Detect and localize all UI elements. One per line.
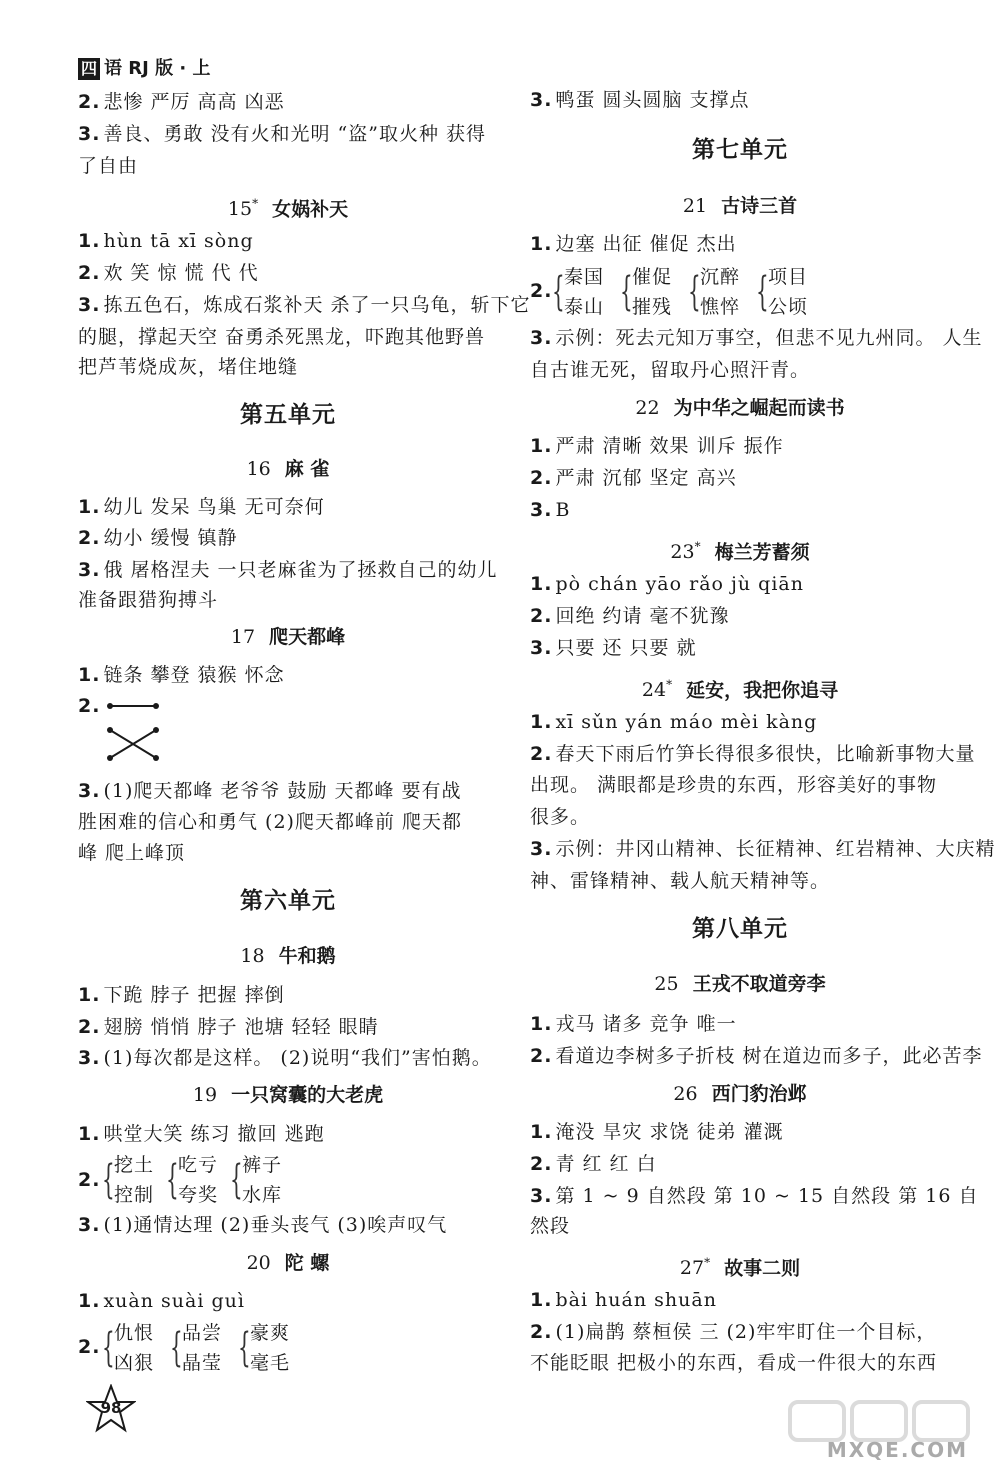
word-pair-group: { 秦国 泰山 xyxy=(552,266,605,318)
answer-line: 2. xyxy=(78,1336,101,1358)
answer-line: 2. 春天下雨后竹笋长得很多很快，比喻新事物大量 xyxy=(530,743,976,765)
answer-line: 出现。 满眼都是珍贵的东西，形容美好的事物 xyxy=(530,774,938,796)
answer-line: 然段 xyxy=(530,1215,571,1237)
answer-line: 了自由 xyxy=(78,155,139,177)
unit-heading: 第五单元 xyxy=(240,402,336,428)
answer-line: 胜困难的信心和勇气 (2)爬天都峰前 爬天都 xyxy=(78,811,462,833)
word-pair-group: { 挖土 控制 xyxy=(102,1154,155,1206)
lesson-heading: 26 西门豹治邺 xyxy=(673,1083,807,1105)
word-pair-group: { 裤子 水库 xyxy=(230,1154,283,1206)
answer-line: 1. 哄堂大笑 练习 撤回 逃跑 xyxy=(78,1123,325,1145)
answer-line: 1. 淹没 旱灾 求饶 徒弟 灌溉 xyxy=(530,1121,784,1143)
watermark-text: MXQE.COM xyxy=(826,1438,968,1462)
answer-line: 峰 爬上峰顶 xyxy=(78,842,186,864)
lesson-heading: 18 牛和鹅 xyxy=(240,945,336,967)
subject-badge: 四 xyxy=(78,58,100,80)
answer-line: 3. 示例：死去元知万事空，但悲不见九州同。 人生 xyxy=(530,327,983,349)
answer-line: 2. 青 红 红 白 xyxy=(530,1153,657,1175)
answer-line: 1. bài huán shuān xyxy=(530,1289,717,1311)
page-number-badge xyxy=(86,1384,136,1434)
answer-line: 把芦苇烧成灰，堵住地缝 xyxy=(78,356,299,378)
answer-line: 2. xyxy=(530,280,553,302)
answer-line: 很多。 xyxy=(530,806,591,828)
word-pair-group: { 豪爽 毫毛 xyxy=(238,1322,291,1374)
answer-line: 准备跟猎狗搏斗 xyxy=(78,589,219,611)
word-pair-group: { 吃亏 夸奖 xyxy=(166,1154,219,1206)
answer-line: 1. 幼儿 发呆 鸟巢 无可奈何 xyxy=(78,496,325,518)
word-pair-group: { 项目 公顷 xyxy=(756,266,809,318)
answer-line: 3. B xyxy=(530,499,571,521)
answer-line: 2. 严肃 沉郁 坚定 高兴 xyxy=(530,467,737,489)
lesson-heading: 21 古诗三首 xyxy=(682,195,798,217)
matching-lines-diagram xyxy=(104,696,164,766)
answer-line: 3. 只要 还 只要 就 xyxy=(530,637,697,659)
answer-line: 3. 拣五色石，炼成石浆补天 杀了一只乌龟，斩下它 xyxy=(78,294,531,316)
header-title: 语 RJ 版 · 上 xyxy=(104,58,211,79)
answer-line: 1. 下跪 脖子 把握 摔倒 xyxy=(78,984,285,1006)
lesson-heading: 15* 女娲补天 xyxy=(227,197,349,221)
answer-line: 1. 戎马 诸多 竞争 唯一 xyxy=(530,1013,737,1035)
lesson-heading: 27* 故事二则 xyxy=(679,1256,801,1280)
lesson-heading: 23* 梅兰芳蓄须 xyxy=(670,540,810,564)
answer-line: 3. 第 1 ~ 9 自然段 第 10 ~ 15 自然段 第 16 自 xyxy=(530,1185,979,1207)
word-pair-group: { 品尝 晶莹 xyxy=(170,1322,223,1374)
answer-line: 2. 翅膀 悄悄 脖子 池塘 轻轻 眼睛 xyxy=(78,1016,379,1038)
word-pair-group: { 仇恨 凶狠 xyxy=(102,1322,155,1374)
answer-line: 1. 边塞 出征 催促 杰出 xyxy=(530,233,737,255)
answer-line: 2. xyxy=(78,1169,101,1191)
answer-line: 的腿，撑起天空 奋勇杀死黑龙，吓跑其他野兽 xyxy=(78,326,486,348)
answer-line: 2. 回绝 约请 毫不犹豫 xyxy=(530,605,730,627)
word-pair-group: { 沉醉 憔悴 xyxy=(688,266,741,318)
lesson-heading: 17 爬天都峰 xyxy=(230,626,346,648)
answer-line: 3. 善良、勇敢 没有火和光明 “盗”取火种 获得 xyxy=(78,123,486,145)
answer-line: 1. pò chán yāo rǎo jù qiān xyxy=(530,573,804,595)
unit-heading: 第七单元 xyxy=(692,137,788,163)
answer-line: 3. 鸭蛋 圆头圆脑 支撑点 xyxy=(530,89,750,111)
answer-line: 1. 严肃 清晰 效果 训斥 振作 xyxy=(530,435,784,457)
lesson-heading: 22 为中华之崛起而读书 xyxy=(635,397,845,419)
answer-line: 3. 俄 屠格涅夫 一只老麻雀为了拯救自己的幼儿 xyxy=(78,559,498,581)
answer-line: 3. (1)通情达理 (2)垂头丧气 (3)唉声叹气 xyxy=(78,1214,448,1236)
answer-line: 2. 悲惨 严厉 高高 凶恶 xyxy=(78,91,285,113)
answer-line: 2. xyxy=(78,695,101,717)
lesson-heading: 16 麻 雀 xyxy=(246,458,330,480)
page-number: 98 xyxy=(100,1399,122,1417)
unit-heading: 第八单元 xyxy=(692,916,788,942)
answer-line: 2. 欢 笑 惊 慌 代 代 xyxy=(78,262,259,284)
answer-line: 2. 幼小 缓慢 镇静 xyxy=(78,527,238,549)
lesson-heading: 25 王戎不取道旁李 xyxy=(654,973,826,995)
word-pair-group: { 催促 摧残 xyxy=(620,266,673,318)
unit-heading: 第六单元 xyxy=(240,888,336,914)
answer-line: 1. xuàn suài guì xyxy=(78,1290,245,1312)
answer-line: 1. xī sǔn yán máo mèi kàng xyxy=(530,711,818,733)
answer-line: 2. 看道边李树多子折枝 树在道边而多子，此必苦李 xyxy=(530,1045,983,1067)
lesson-heading: 19 一只窝囊的大老虎 xyxy=(192,1084,384,1106)
answer-line: 3. (1)每次都是这样。 (2)说明“我们”害怕鹅。 xyxy=(78,1047,492,1069)
answer-line: 3. 示例：井冈山精神、长征精神、红岩精神、大庆精 xyxy=(530,838,996,860)
answer-line: 不能眨眼 把极小的东西，看成一件很大的东西 xyxy=(530,1352,938,1374)
answer-line: 2. (1)扁鹊 蔡桓侯 三 (2)牢牢盯住一个目标， xyxy=(530,1321,937,1343)
answer-line: 神、雷锋精神、载人航天精神等。 xyxy=(530,870,831,892)
answer-line: 1. hùn tā xī sòng xyxy=(78,230,254,252)
answer-line: 3. (1)爬天都峰 老爷爷 鼓励 天都峰 要有战 xyxy=(78,780,462,802)
lesson-heading: 20 陀 螺 xyxy=(246,1252,330,1274)
answer-line: 1. 链条 攀登 猿猴 怀念 xyxy=(78,664,285,686)
lesson-heading: 24* 延安，我把你追寻 xyxy=(641,678,839,702)
answer-line: 自古谁无死，留取丹心照汗青。 xyxy=(530,359,811,381)
